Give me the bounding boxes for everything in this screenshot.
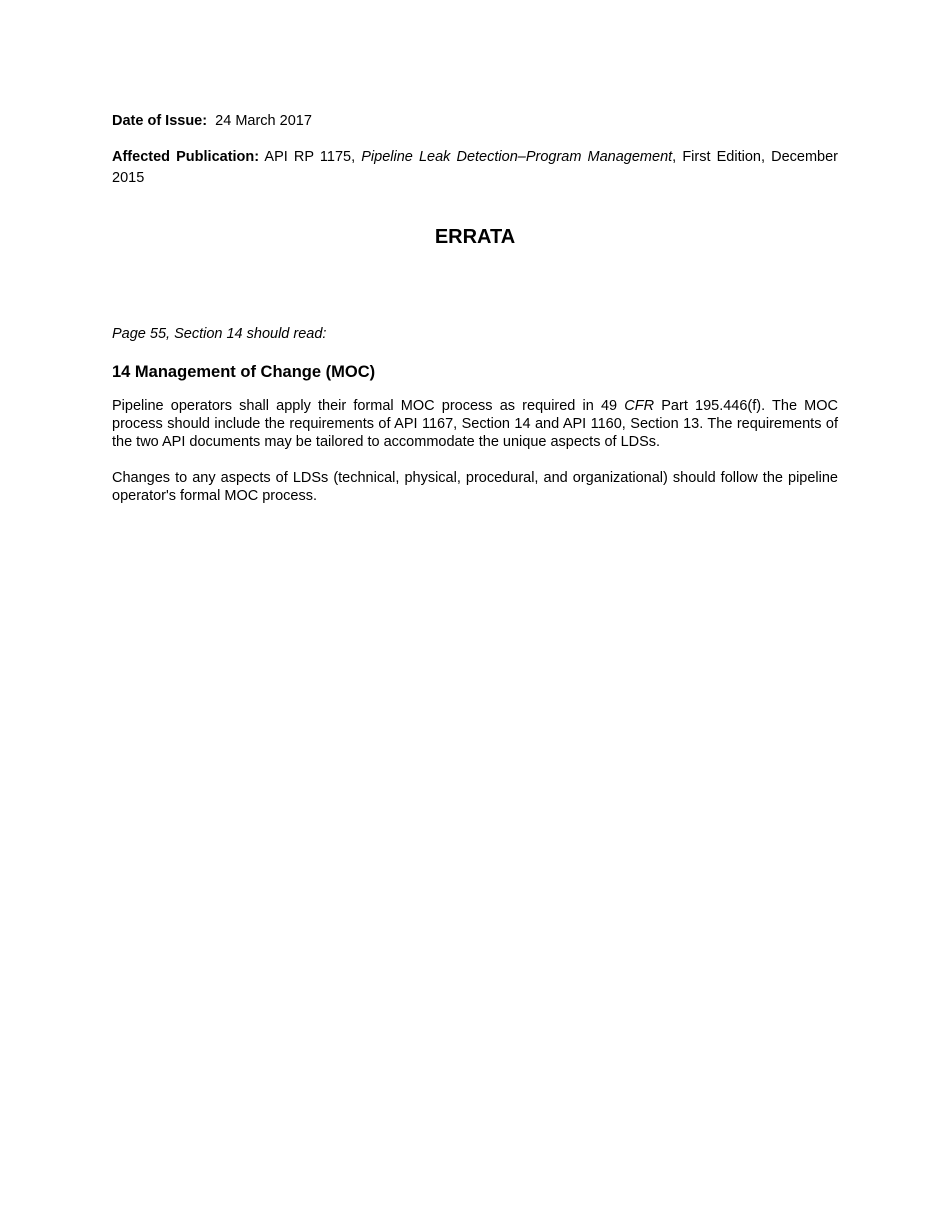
affected-publication-row: [112, 147, 838, 189]
moc-paragraph-2: Changes to any aspects of LDSs (technical, physical, procedural, and organizational) should follow the pipeline operator's formal MOC process.: [112, 470, 838, 504]
date-of-issue-value: 24 March 2017: [215, 113, 312, 129]
affected-publication-prefix: API RP 1175,: [264, 149, 362, 165]
moc-paragraph-1-before: Pipeline operators shall apply their formal MOC process as required in 49: [112, 398, 625, 414]
moc-paragraph-1-after: Part 195.446(f). The MOC process should include the requirements of API 1167, Section 14 and API 1160, Section 13. The requirements of the two API documents may be tailored to accommodate the unique aspects of LDSs.: [112, 398, 839, 450]
moc-paragraph-1: [112, 397, 838, 451]
affected-publication-title: Pipeline Leak Detection–Program Management: [361, 149, 673, 165]
moc-paragraph-1-cfr: CFR: [624, 398, 655, 414]
affected-publication-label: Affected Publication:: [112, 149, 260, 165]
affected-publication-suffix: , First Edition, December 2015: [112, 149, 838, 186]
date-of-issue-row: [112, 111, 838, 131]
date-of-issue-label: Date of Issue:: [112, 113, 208, 129]
page-reference: Page 55, Section 14 should read:: [112, 326, 327, 342]
errata-title: ERRATA: [434, 226, 516, 248]
section-heading: 14 Management of Change (MOC): [112, 363, 376, 381]
